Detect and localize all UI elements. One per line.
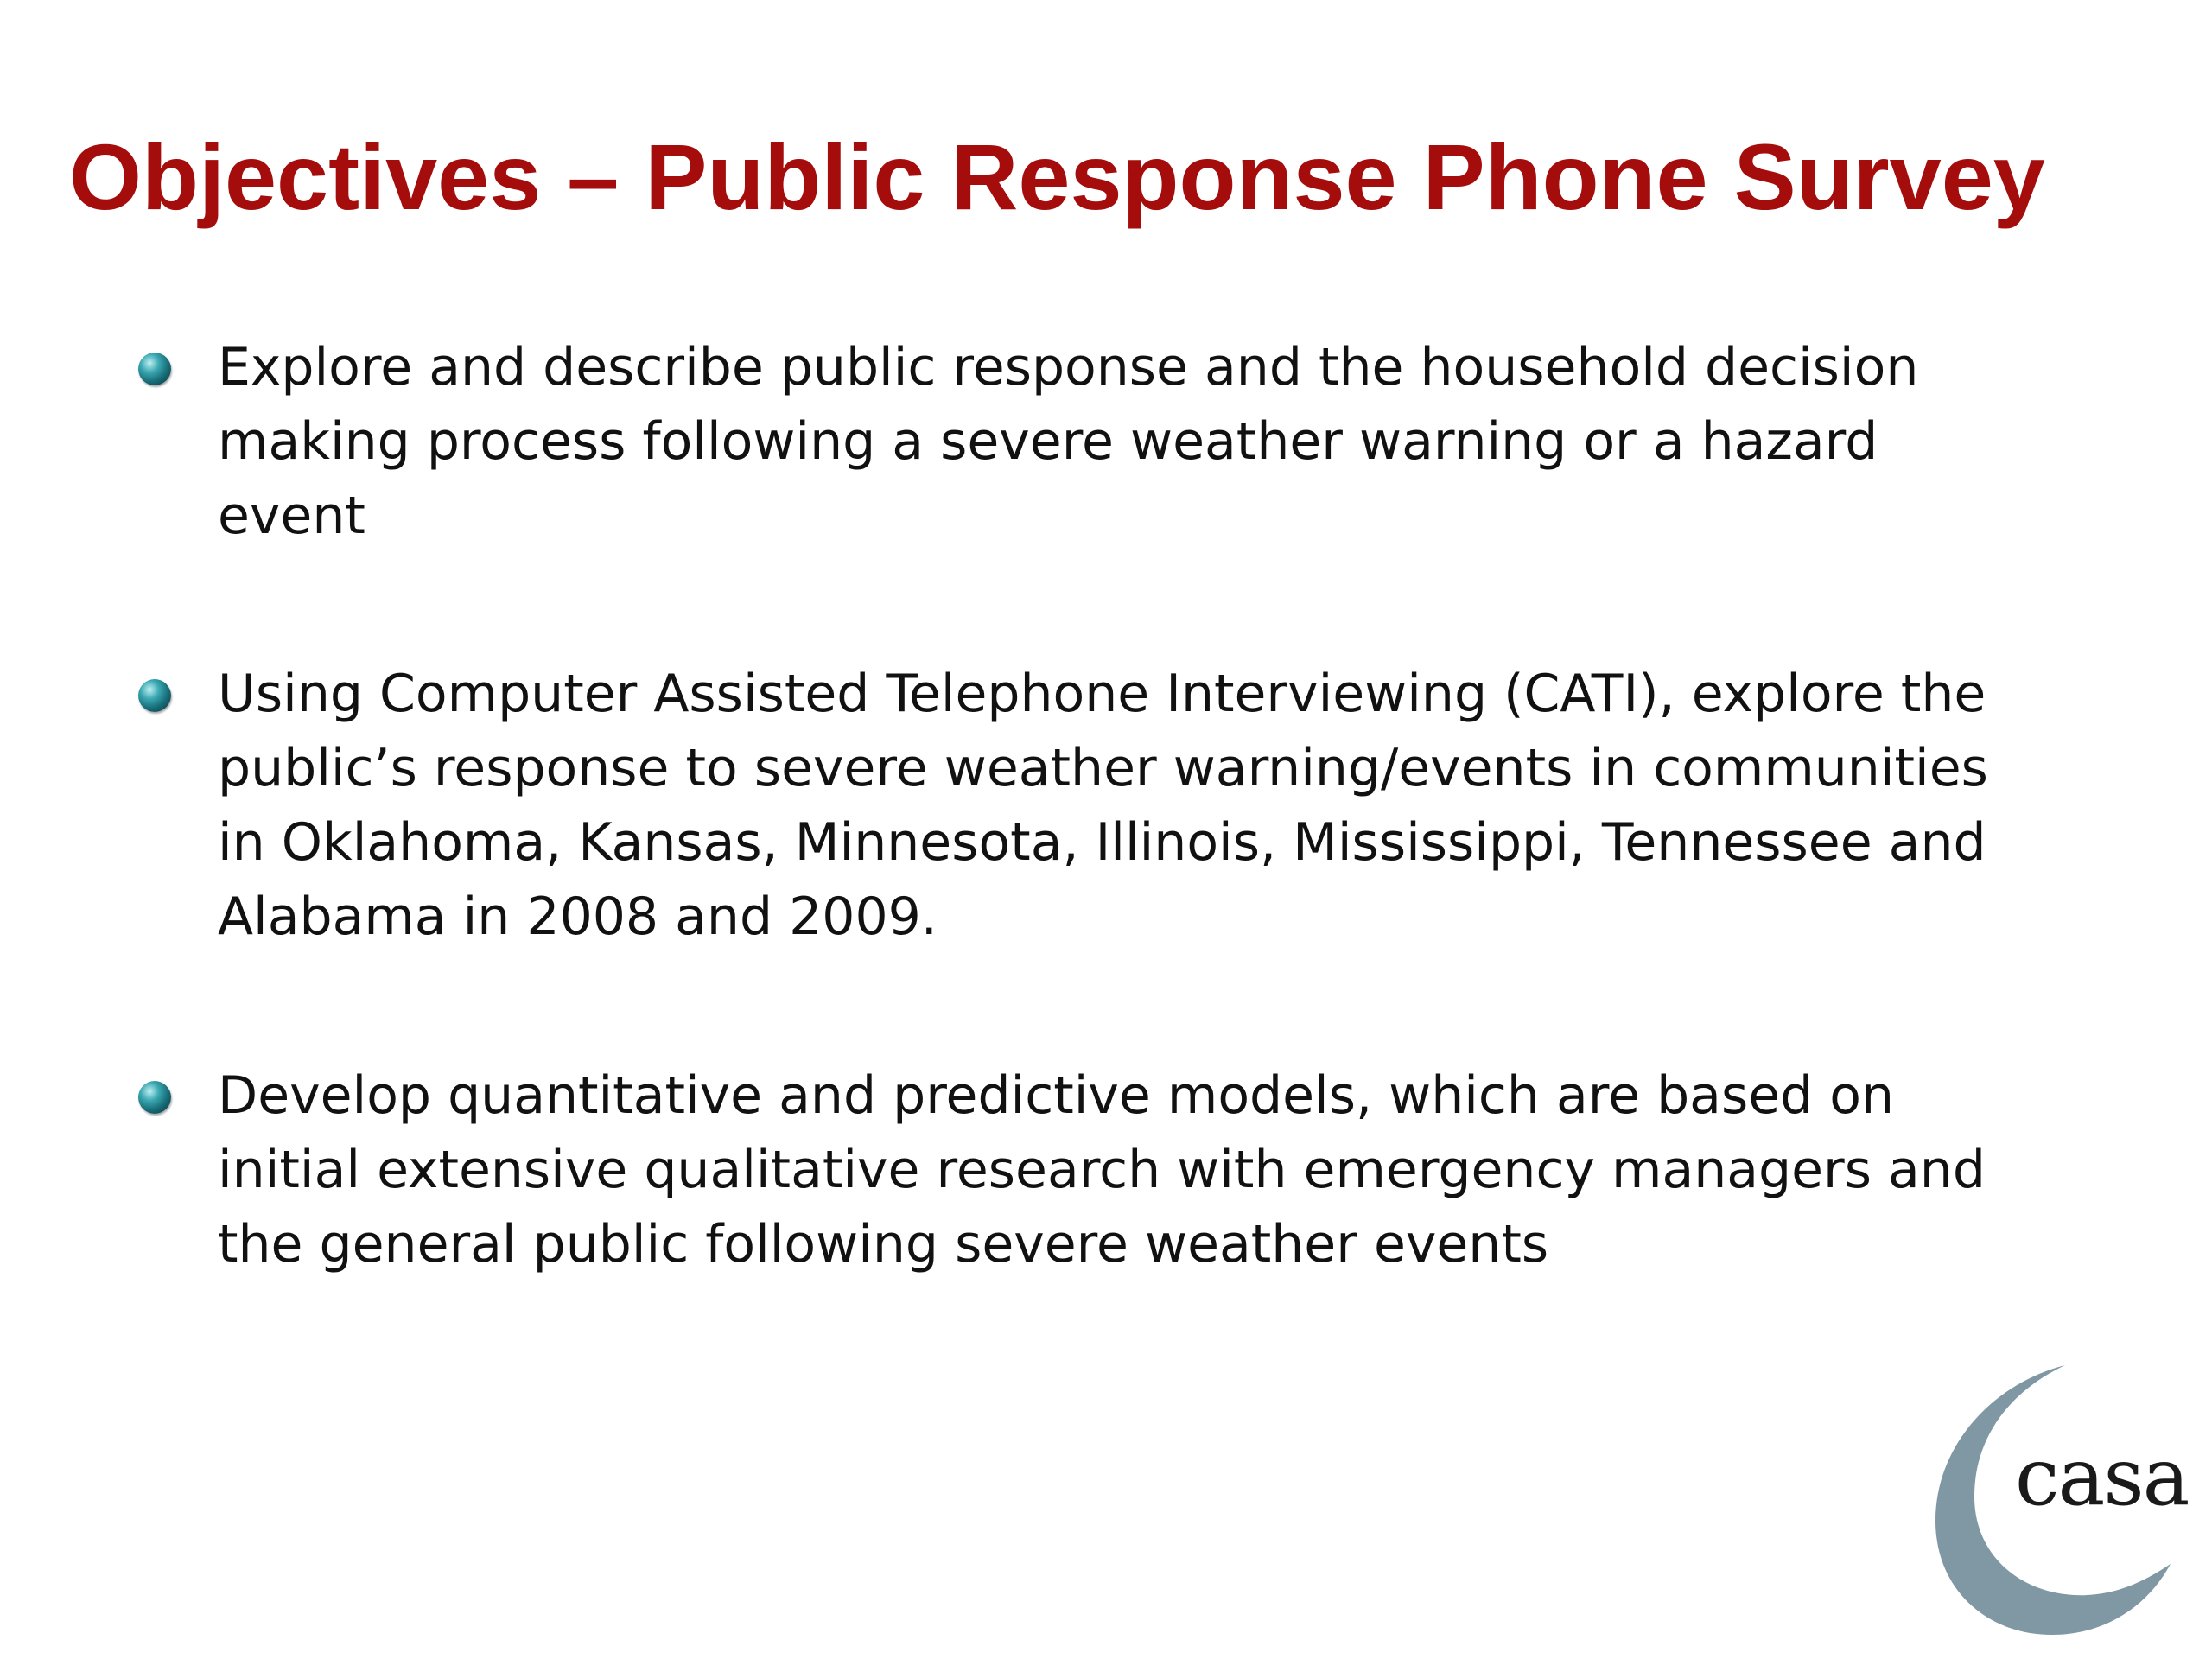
casa-logo [1927,1348,2189,1642]
sphere-bullet-icon [138,679,171,712]
bullet-text: Develop quantitative and predictive models, which are based on initial extensive qualitative research with emergency managers and the general public following severe weather events [218,1065,1986,1274]
sphere-bullet-icon [138,353,171,385]
sphere-bullet-icon [138,1081,171,1114]
slide-title: Objectives – Public Response Phone Survey [69,124,2045,229]
bullet-text: Explore and describe public response and the household decision making process following a severe weather warning or a hazard event [218,337,1919,546]
bullet-item [218,1058,2015,1281]
bullet-item [218,330,2015,553]
logo-text: casa [2015,1431,2189,1523]
bullet-item [218,657,2015,954]
bullet-text: Using Computer Assisted Telephone Interviewing (CATI), explore the public’s response to severe weather warning/events in communities in Oklahoma, Kansas, Minnesota, Illinois, Mississippi, Tennessee and Alabama in 2008 and 2009. [218,664,1988,947]
